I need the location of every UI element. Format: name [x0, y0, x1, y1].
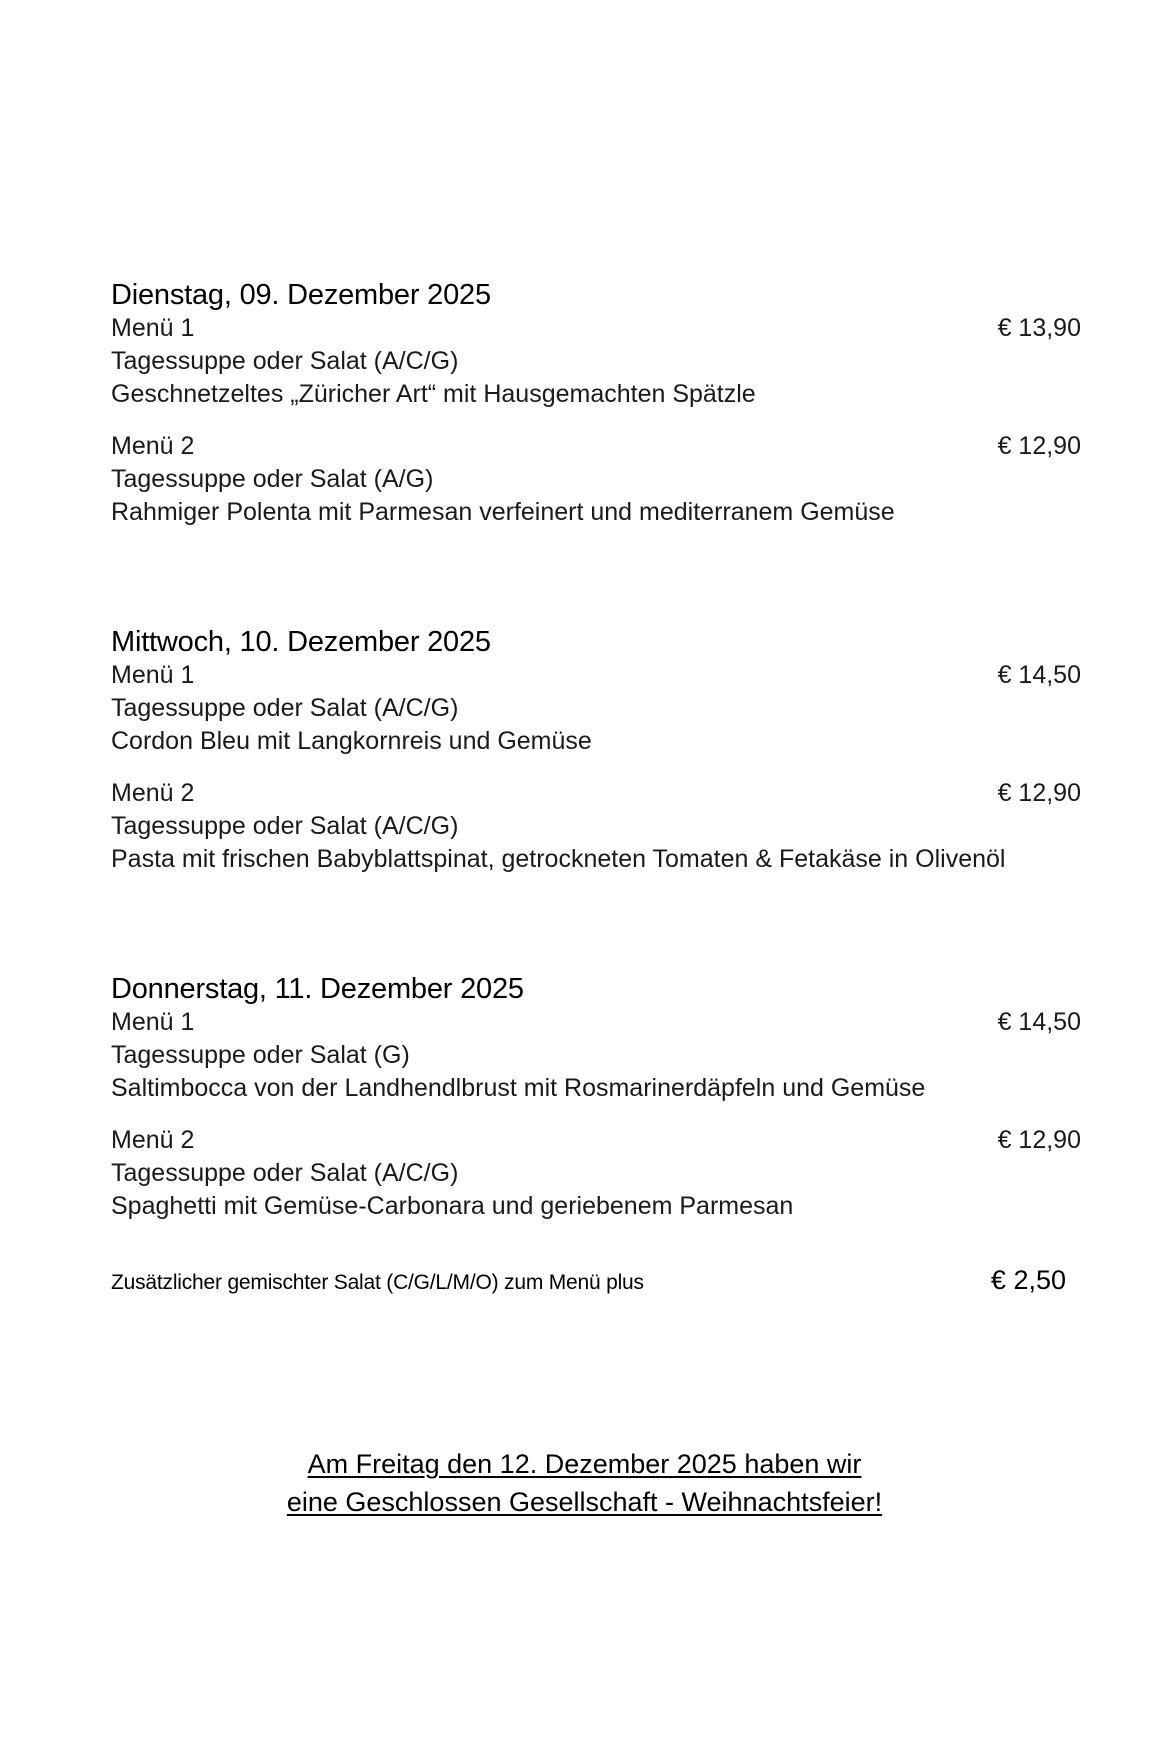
menu-starter: Tagessuppe oder Salat (A/C/G) — [111, 694, 459, 722]
notice-line-2-text: eine Geschlossen Gesellschaft - Weihnachtsfeier! — [286, 1487, 883, 1517]
notice-line — [0, 1445, 1169, 1483]
day-section-tuesday — [111, 278, 1081, 529]
menu-main-dish: Spaghetti mit Gemüse-Carbonara und geriebenem Parmesan — [111, 1192, 794, 1220]
menu-starter: Tagessuppe oder Salat (A/C/G) — [111, 1159, 459, 1187]
menu-item — [111, 1124, 1081, 1223]
menu-label: Menü 1 — [111, 1008, 195, 1036]
menu-item — [111, 777, 1081, 876]
menu-header — [111, 1006, 1081, 1039]
menu-header — [111, 777, 1081, 810]
menu-price: € 13,90 — [997, 314, 1081, 342]
day-title: Mittwoch, 10. Dezember 2025 — [111, 626, 491, 658]
menu-price: € 12,90 — [997, 1126, 1081, 1154]
menu-main-dish: Geschnetzeltes „Züricher Art“ mit Hausgemachten Spätzle — [111, 380, 756, 408]
day-title: Donnerstag, 11. Dezember 2025 — [111, 973, 524, 1005]
menu-main-dish: Pasta mit frischen Babyblattspinat, getrockneten Tomaten & Fetakäse in Olivenöl — [111, 845, 1006, 873]
menu-starter: Tagessuppe oder Salat (A/G) — [111, 465, 434, 493]
extra-salad-text: Zusätzlicher gemischter Salat (C/G/L/M/O) zum Menü plus — [111, 1271, 644, 1294]
menu-item — [111, 430, 1081, 529]
day-section-wednesday — [111, 625, 1081, 876]
menu-price: € 14,50 — [997, 661, 1081, 689]
menu-item — [111, 659, 1081, 758]
menu-item — [111, 312, 1081, 411]
extra-salad-price: € 2,50 — [990, 1265, 1066, 1295]
notice-line-1-text: Am Freitag den 12. Dezember 2025 haben wir — [307, 1449, 862, 1479]
menu-main-dish: Rahmiger Polenta mit Parmesan verfeinert und mediterranem Gemüse — [111, 498, 895, 526]
menu-price: € 12,90 — [997, 432, 1081, 460]
day-section-thursday — [111, 972, 1081, 1223]
menu-header — [111, 430, 1081, 463]
menu-label: Menü 2 — [111, 779, 195, 807]
menu-price: € 12,90 — [997, 779, 1081, 807]
menu-main-dish: Cordon Bleu mit Langkornreis und Gemüse — [111, 727, 592, 755]
menu-header — [111, 659, 1081, 692]
menu-starter: Tagessuppe oder Salat (G) — [111, 1041, 410, 1069]
menu-label: Menü 1 — [111, 661, 195, 689]
menu-header — [111, 312, 1081, 345]
menu-price: € 14,50 — [997, 1008, 1081, 1036]
menu-label: Menü 1 — [111, 314, 195, 342]
extra-salad-row — [111, 1264, 1066, 1298]
menu-item — [111, 1006, 1081, 1105]
menu-starter: Tagessuppe oder Salat (A/C/G) — [111, 347, 459, 375]
day-title: Dienstag, 09. Dezember 2025 — [111, 279, 491, 311]
menu-header — [111, 1124, 1081, 1157]
closure-notice — [0, 1445, 1169, 1521]
menu-label: Menü 2 — [111, 1126, 195, 1154]
menu-main-dish: Saltimbocca von der Landhendlbrust mit Rosmarinerdäpfeln und Gemüse — [111, 1074, 926, 1102]
notice-line — [0, 1483, 1169, 1521]
menu-starter: Tagessuppe oder Salat (A/C/G) — [111, 812, 459, 840]
menu-label: Menü 2 — [111, 432, 195, 460]
